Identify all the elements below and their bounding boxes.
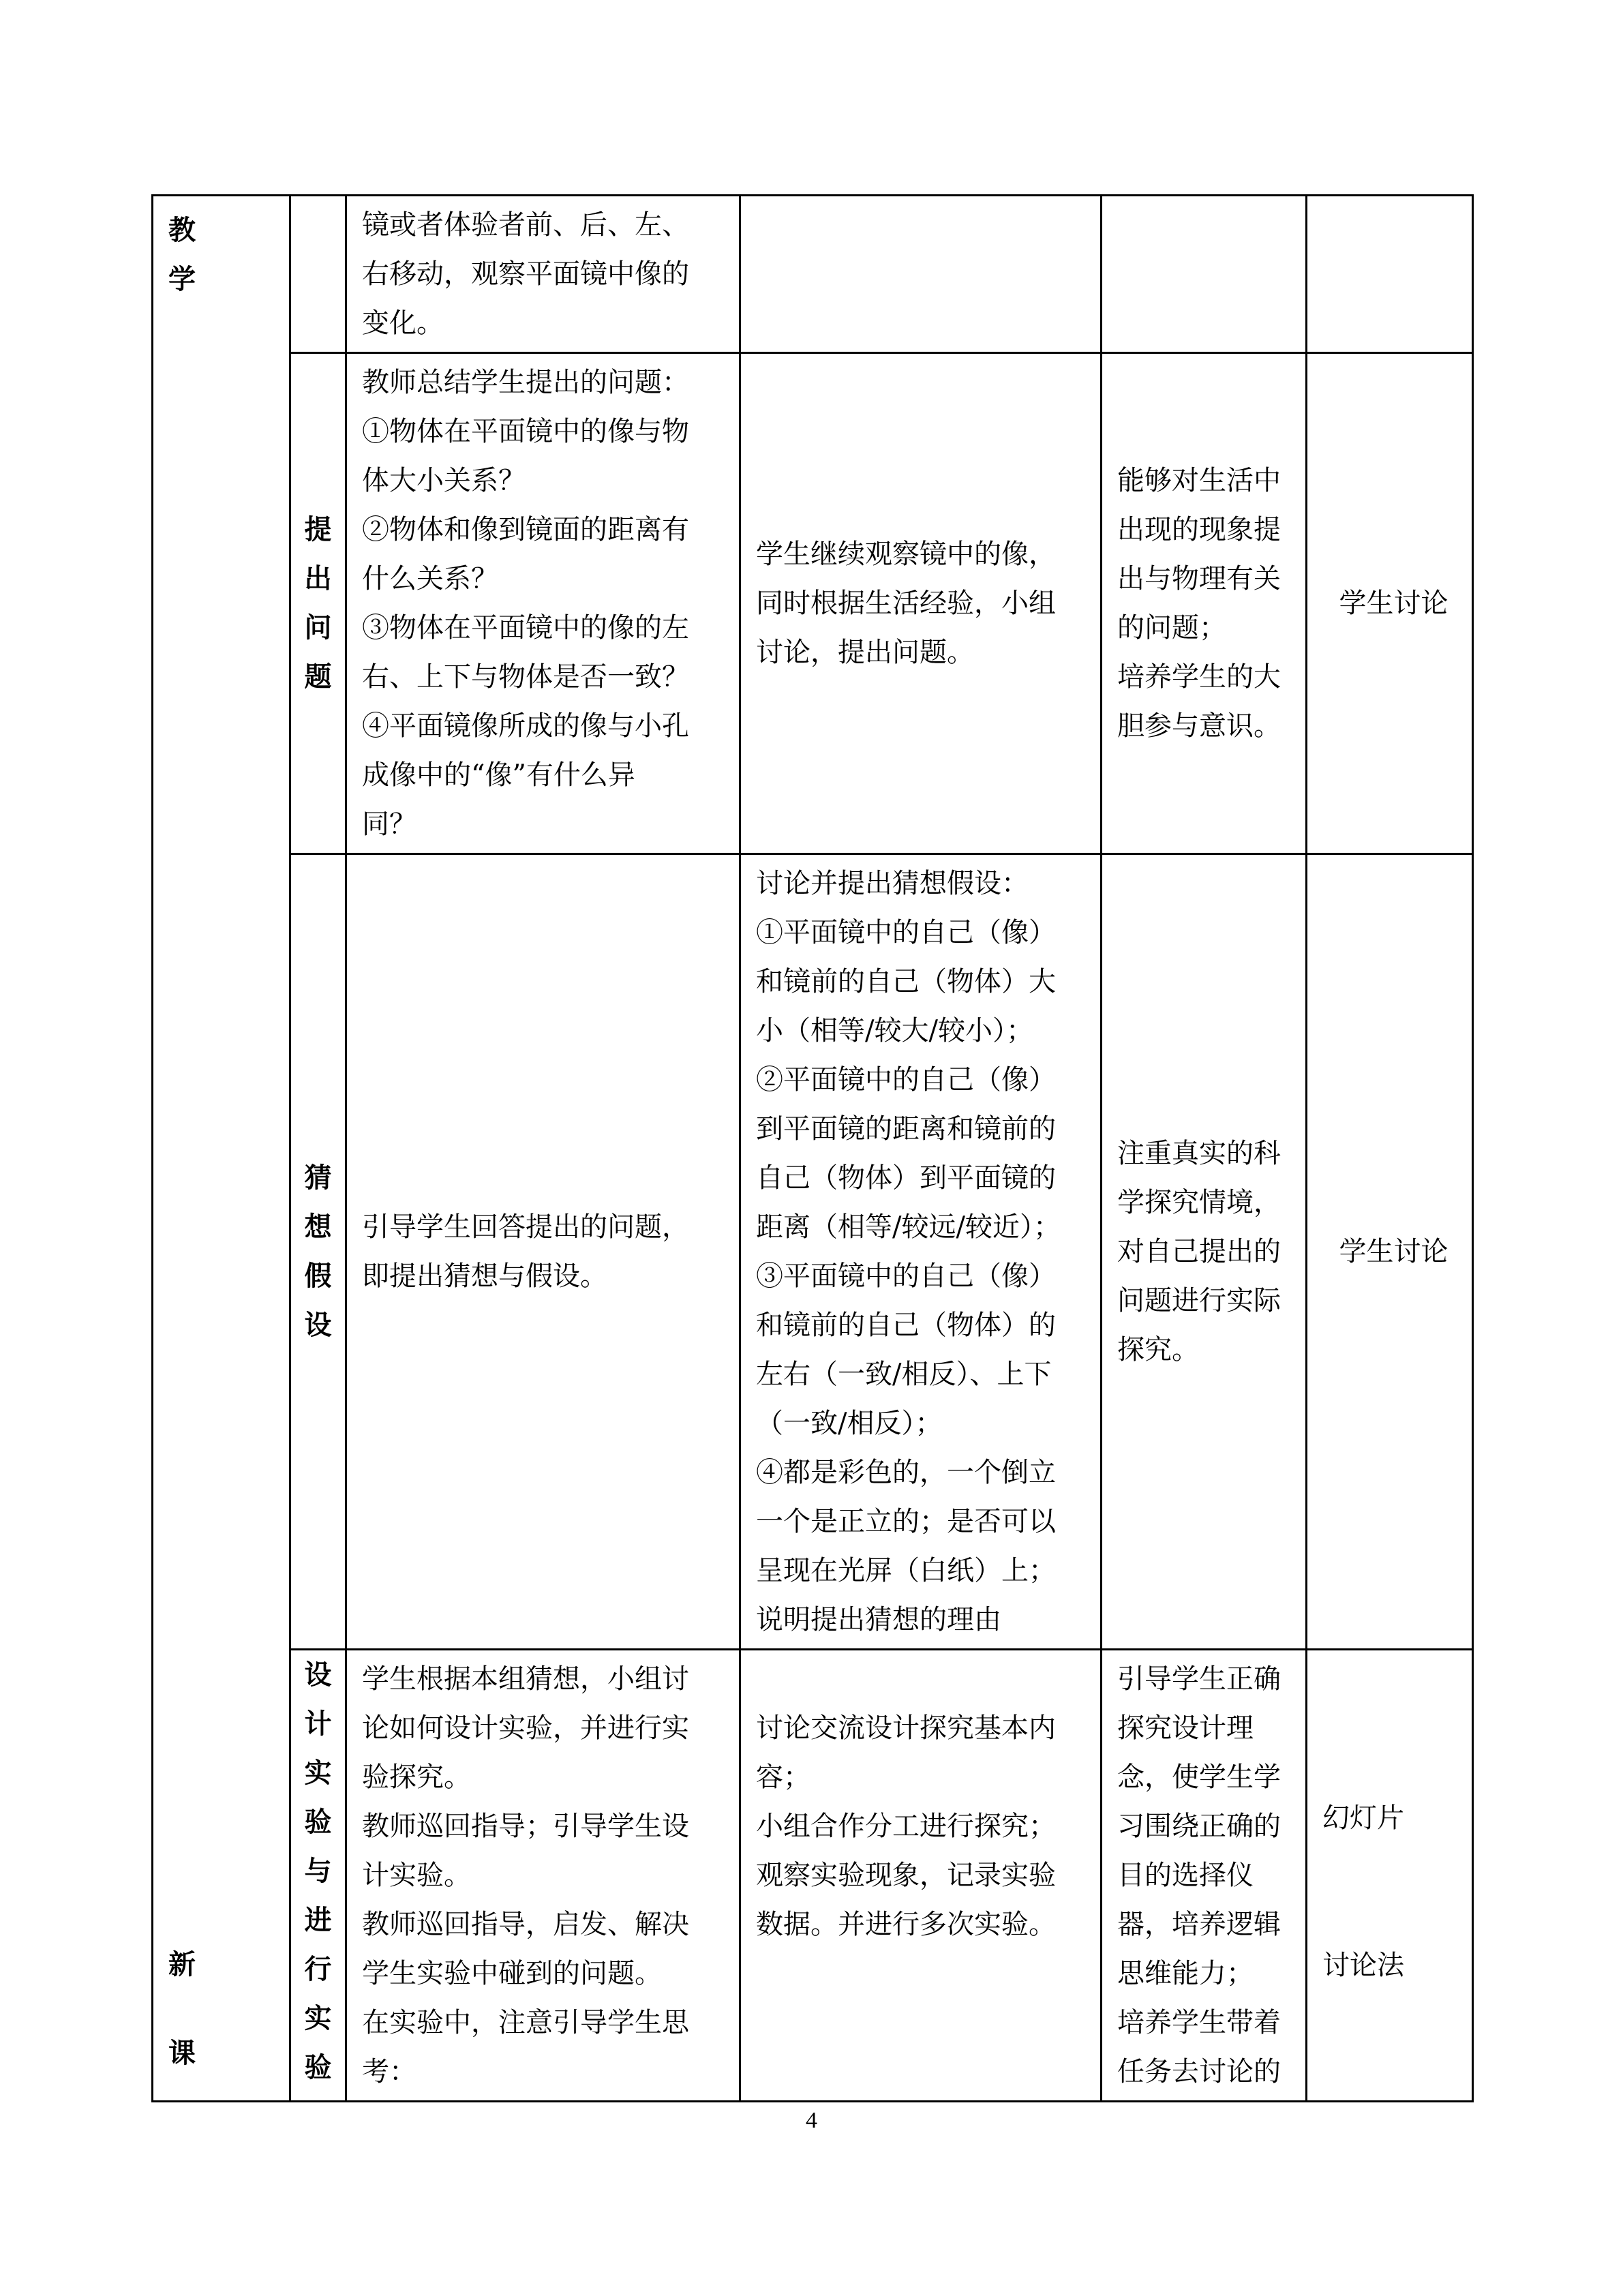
section-label-top: 教 学 <box>168 214 196 295</box>
table-row <box>153 196 1473 353</box>
student-activity-cell: 学生继续观察镜中的像， 同时根据生活经验，小组 讨论，提出问题。 <box>740 353 1102 854</box>
table-row <box>153 854 1473 1650</box>
design-intent-cell <box>1102 196 1307 353</box>
student-activity-cell: 讨论交流设计探究基本内 容； 小组合作分工进行探究； 观察实验现象，记录实验 数据。并进行多次实验。 <box>740 1650 1102 2102</box>
stage-cell-empty <box>290 196 346 353</box>
stage-cell-design-experiment: 设 计 实 验 与 进 行 实 验 <box>290 1650 346 2102</box>
student-activity-cell: 讨论并提出猜想假设： ①平面镜中的自己（像） 和镜前的自己（物体）大 小（相等/较大/较小）； ②平面镜中的自己（像） 到平面镜的距离和镜前的 自己（物体）到平面镜的 距离（相等/较远/较近）； ③平面镜中的自己（像） 和镜前的自己（物体）的 左右（一致/相反）、上下 （一致/相反）； ④都是彩色的，一个倒立 一个是正立的；是否可以 呈现在光屏（白纸）上； 说明提出猜想的理由 <box>740 854 1102 1650</box>
student-activity-cell <box>740 196 1102 353</box>
section-cell-new-lesson-teaching <box>153 196 290 2102</box>
section-label-bottom: 新 课 <box>168 1948 196 2069</box>
teacher-activity-cell: 学生根据本组猜想，小组讨 论如何设计实验，并进行实 验探究。 教师巡回指导；引导学生设 计实验。 教师巡回指导，启发、解决 学生实验中碰到的问题。 在实验中，注意引导学生思 考： <box>346 1650 740 2102</box>
stage-cell-raise-question: 提 出 问 题 <box>290 353 346 854</box>
page-number: 4 <box>806 2108 817 2133</box>
method-cell: 学生讨论 <box>1307 854 1473 1650</box>
lesson-plan-table <box>151 194 1474 2102</box>
method-cell <box>1307 196 1473 353</box>
stage-cell-hypothesis: 猜 想 假 设 <box>290 854 346 1650</box>
design-intent-cell: 引导学生正确 探究设计理 念，使学生学 习围绕正确的 目的选择仪 器，培养逻辑 思维能力； 培养学生带着 任务去讨论的 <box>1102 1650 1307 2102</box>
design-intent-cell: 能够对生活中 出现的现象提 出与物理有关 的问题； 培养学生的大 胆参与意识。 <box>1102 353 1307 854</box>
method-cell: 学生讨论 <box>1307 353 1473 854</box>
method-cell: 幻灯片 讨论法 <box>1307 1650 1473 2102</box>
table-row <box>153 1650 1473 2102</box>
table-row <box>153 353 1473 854</box>
teacher-activity-cell: 镜或者体验者前、后、左、 右移动，观察平面镜中像的 变化。 <box>346 196 740 353</box>
design-intent-cell: 注重真实的科 学探究情境， 对自己提出的 问题进行实际 探究。 <box>1102 854 1307 1650</box>
teacher-activity-cell: 教师总结学生提出的问题： ①物体在平面镜中的像与物 体大小关系？ ②物体和像到镜面的距离有 什么关系？ ③物体在平面镜中的像的左 右、上下与物体是否一致？ ④平面镜像所成的像与小孔 成像中的“像”有什么异 同？ <box>346 353 740 854</box>
teacher-activity-cell: 引导学生回答提出的问题， 即提出猜想与假设。 <box>346 854 740 1650</box>
